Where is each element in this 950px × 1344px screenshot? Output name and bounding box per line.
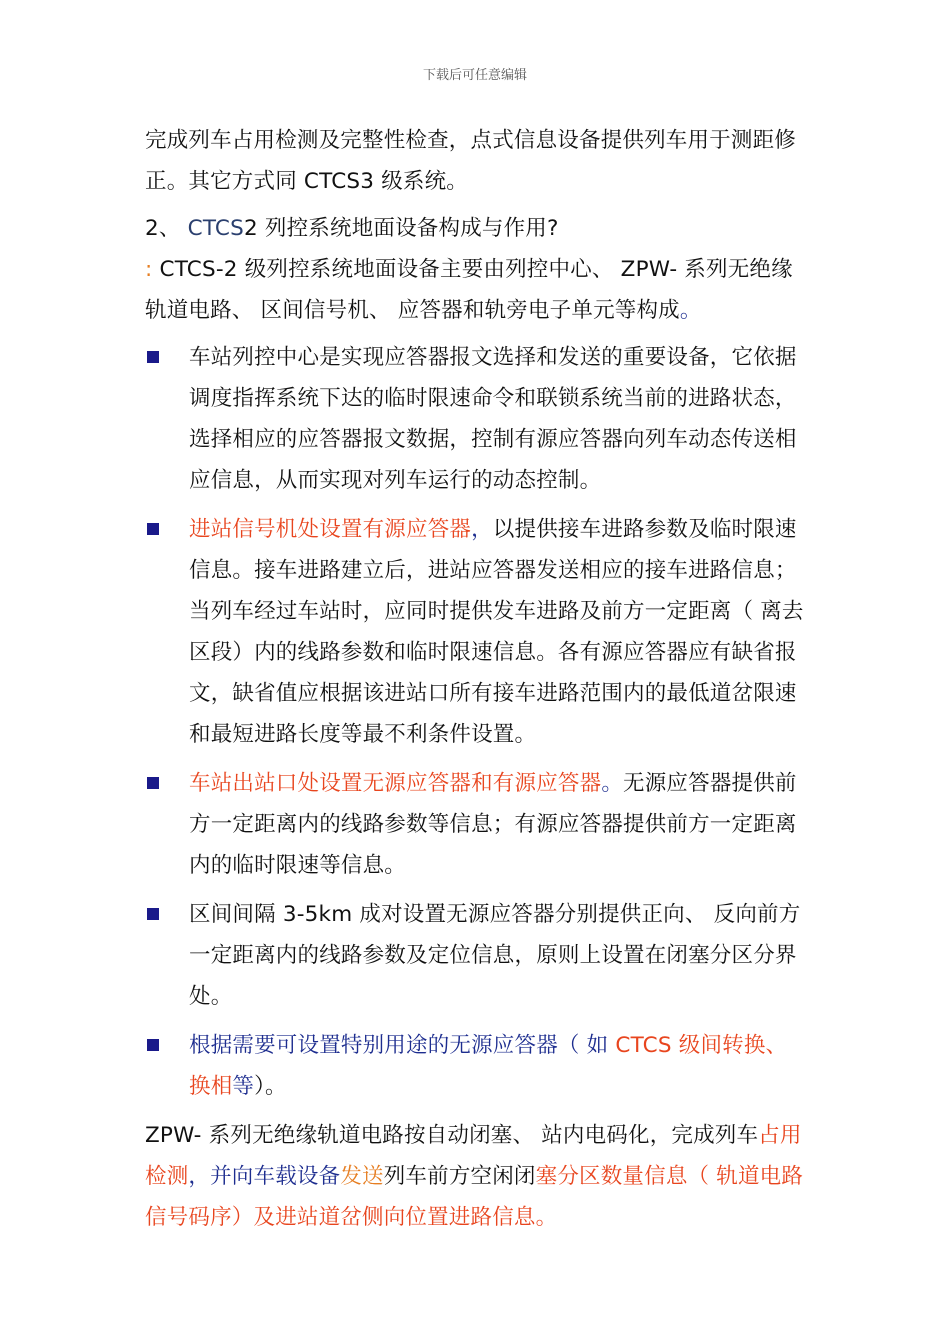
bullet-item-2	[145, 509, 805, 755]
bullet-5-text-b: 等	[232, 1074, 255, 1099]
closing-paragraph	[145, 1115, 805, 1238]
square-bullet-icon	[145, 763, 189, 804]
bullet-5-text-a: 根据需要可设置特别用途的无源应答器（ 如	[189, 1033, 616, 1058]
closing-highlight-1: 占用检测	[145, 1123, 802, 1189]
bullet-1-text: 车站列控中心是实现应答器报文选择和发送的重要设备，它依据调度指挥系统下达的临时限速命令和联锁系统当前的进路状态，选择相应的应答器报文数据，控制有源应答器向列车动态传送相应信息，从而实现对列车运行的动态控制。	[189, 345, 797, 493]
bullet-5-end: ）。	[254, 1074, 287, 1099]
question-ctcs: CTCS	[187, 216, 244, 241]
closing-text-2: ，并向车载设备	[188, 1164, 341, 1189]
bullet-3-text: 无源应答器提供前方一定距离内的线路参数等信息；有源应答器提供前方一定距离内的临时限速等信息。	[189, 771, 797, 878]
closing-text-1: ZPW- 系列无绝缘轨道电路按自动闭塞、 站内电码化，完成列车	[145, 1123, 759, 1148]
bullet-2-comma: ，	[471, 517, 493, 542]
question-number: 2、	[145, 216, 188, 241]
bullet-2-highlight: 进站信号机处设置有源应答器	[189, 517, 472, 542]
bullet-item-1	[145, 337, 805, 501]
closing-highlight-2: 发送	[340, 1164, 384, 1189]
bullet-4-text: 区间间隔 3-5km 成对设置无源应答器分别提供正向、 反向前方一定距离内的线路参数及定位信息，原则上设置在闭塞分区分界处。	[189, 902, 801, 1009]
bullet-2-text: 以提供接车进路参数及临时限速信息。接车进路建立后，进站应答器发送相应的接车进路信息；当列车经过车站时，应同时提供发车进路及前方一定距离（ 离去区段）内的线路参数和临时限速信息。各有源应答器应有缺省报文，缺省值应根据该进站口所有接车进路范围内的最低道岔限速和最短进路长度等最不利条件设置。	[189, 517, 804, 747]
bullet-item-3	[145, 763, 805, 886]
page-header: 下载后可任意编辑	[422, 68, 527, 83]
square-bullet-icon	[145, 894, 189, 935]
square-bullet-icon	[145, 1025, 189, 1066]
question-text: 2 列控系统地面设备构成与作用?	[243, 216, 559, 241]
square-bullet-icon	[145, 337, 189, 378]
answer-text: CTCS-2 级列控系统地面设备主要由列控中心、 ZPW- 系列无绝缘轨道电路、 区间信号机、 应答器和轨旁电子单元等构成	[145, 257, 793, 323]
bullet-item-5	[145, 1025, 805, 1107]
question-heading	[145, 208, 805, 249]
closing-text-3: 列车前方空闲闭	[383, 1164, 536, 1189]
bullet-item-4	[145, 894, 805, 1017]
bullet-5-highlight: CTCS 级间转换、换相	[189, 1033, 788, 1099]
bullet-3-period: 。	[601, 771, 624, 796]
answer-paragraph	[145, 249, 805, 331]
answer-colon: :	[145, 257, 160, 282]
answer-end: 。	[679, 298, 702, 323]
document-body	[145, 120, 805, 1238]
closing-highlight-3: 塞分区数量信息（ 轨道电路信号码序）及进站道岔侧向位置进路信息。	[145, 1164, 804, 1230]
square-bullet-icon	[145, 509, 189, 550]
intro-paragraph: 完成列车占用检测及完整性检查，点式信息设备提供列车用于测距修正。其它方式同 CTCS3 级系统。	[145, 128, 797, 194]
bullet-3-highlight: 车站出站口处设置无源应答器和有源应答器	[189, 771, 602, 796]
